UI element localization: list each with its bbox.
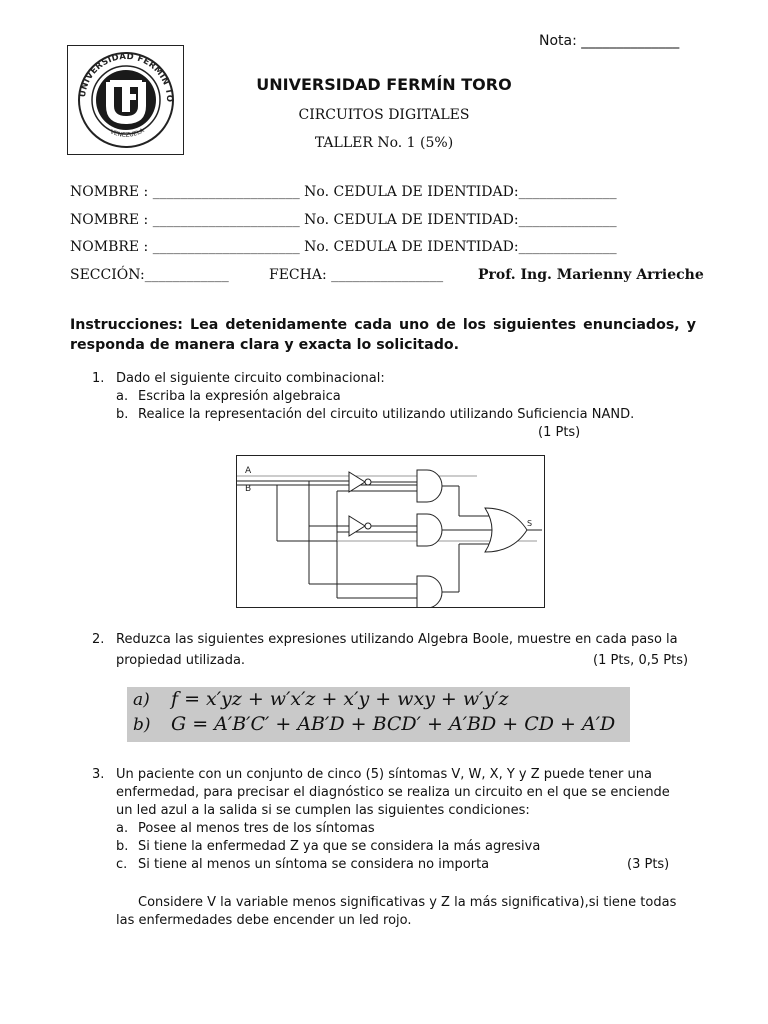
- q1-b-text: Realice la representación del circuito utilizando utilizando Suficiencia NAND.: [138, 407, 635, 422]
- university-title: UNIVERSIDAD FERMÍN TORO: [256, 75, 512, 94]
- q3-note-2: las enfermedades debe encender un led rojo.: [116, 913, 412, 928]
- q2-text-2: propiedad utilizada.: [116, 653, 246, 668]
- q3-a-text: Posee al menos tres de los síntomas: [138, 821, 375, 836]
- q2-text: Reduzca las siguientes expresiones utilizando Algebra Boole, muestre en cada paso la: [116, 632, 678, 647]
- q2-points: (1 Pts, 0,5 Pts): [593, 653, 689, 668]
- q3-line-3: un led azul a la salida si se cumplen las siguientes condiciones:: [116, 803, 530, 818]
- logo-ring-text: UNIVERSIDAD FERMIN TO: [78, 51, 175, 103]
- student-row-2: NOMBRE : _____________________ No. CEDULA DE IDENTIDAD:______________: [70, 212, 617, 228]
- q1-b-label: b.: [116, 407, 129, 422]
- logo-bottom-text: VENEZUELA: [109, 127, 146, 139]
- expression-f: f = x′yz + w′x′z + x′y + wxy + w′y′z: [171, 688, 509, 710]
- q1-text: Dado el siguiente circuito combinacional:: [116, 371, 385, 386]
- instructions: Instrucciones: Lea detenidamente cada uno de los siguientes enunciados, y responda de manera clara y exacta lo solicitado.: [70, 317, 696, 353]
- q2-number: 2.: [92, 632, 105, 647]
- not-gate-2: [349, 516, 417, 536]
- q1-number: 1.: [92, 371, 105, 386]
- q1-points: (1 Pts): [538, 425, 581, 440]
- not-gate-1: [349, 472, 417, 492]
- q3-a-label: a.: [116, 821, 129, 836]
- q3-note-1: Considere V la variable menos significativas y Z la más significativa),si tiene todas: [138, 895, 677, 910]
- logic-circuit-diagram: [236, 455, 545, 608]
- q1-a-text: Escriba la expresión algebraica: [138, 389, 341, 404]
- input-a-label: A: [245, 466, 252, 476]
- date-field: FECHA: ________________: [269, 267, 444, 283]
- q3-number: 3.: [92, 767, 105, 782]
- q3-c-label: c.: [116, 857, 128, 872]
- q3-b-label: b.: [116, 839, 129, 854]
- q3-line-1: Un paciente con un conjunto de cinco (5) síntomas V, W, X, Y y Z puede tener una: [116, 767, 652, 782]
- q3-line-2: enfermedad, para precisar el diagnóstico se realiza un circuito en el que se enciende: [116, 785, 670, 800]
- q1-a-label: a.: [116, 389, 129, 404]
- expressions-image: [127, 687, 630, 742]
- expr-b-label: b): [133, 715, 151, 735]
- grade-field: Nota: ______________: [539, 33, 680, 49]
- student-row-3: NOMBRE : _____________________ No. CEDULA DE IDENTIDAD:______________: [70, 239, 617, 255]
- q3-points: (3 Pts): [627, 857, 670, 872]
- q3-c-text: Si tiene al menos un síntoma se considera no importa: [138, 857, 490, 872]
- output-s-label: S: [527, 519, 533, 528]
- and-gate-1: [417, 470, 442, 502]
- section-field: SECCIÓN:____________: [70, 267, 229, 283]
- q3-b-text: Si tiene la enfermedad Z ya que se considera la más agresiva: [138, 839, 541, 854]
- course-title: CIRCUITOS DIGITALES: [298, 107, 470, 123]
- and-gate-2: [417, 514, 442, 546]
- professor-name: Prof. Ing. Marienny Arrieche: [478, 267, 704, 283]
- student-row-1: NOMBRE : _____________________ No. CEDULA DE IDENTIDAD:______________: [70, 184, 617, 200]
- expr-a-label: a): [133, 690, 150, 710]
- input-b-label: B: [245, 484, 252, 494]
- workshop-title: TALLER No. 1 (5%): [314, 135, 454, 151]
- expression-g: G = A′B′C′ + AB′D + BCD′ + A′BD + CD + A′D: [171, 713, 616, 735]
- and-gate-3: [417, 576, 442, 607]
